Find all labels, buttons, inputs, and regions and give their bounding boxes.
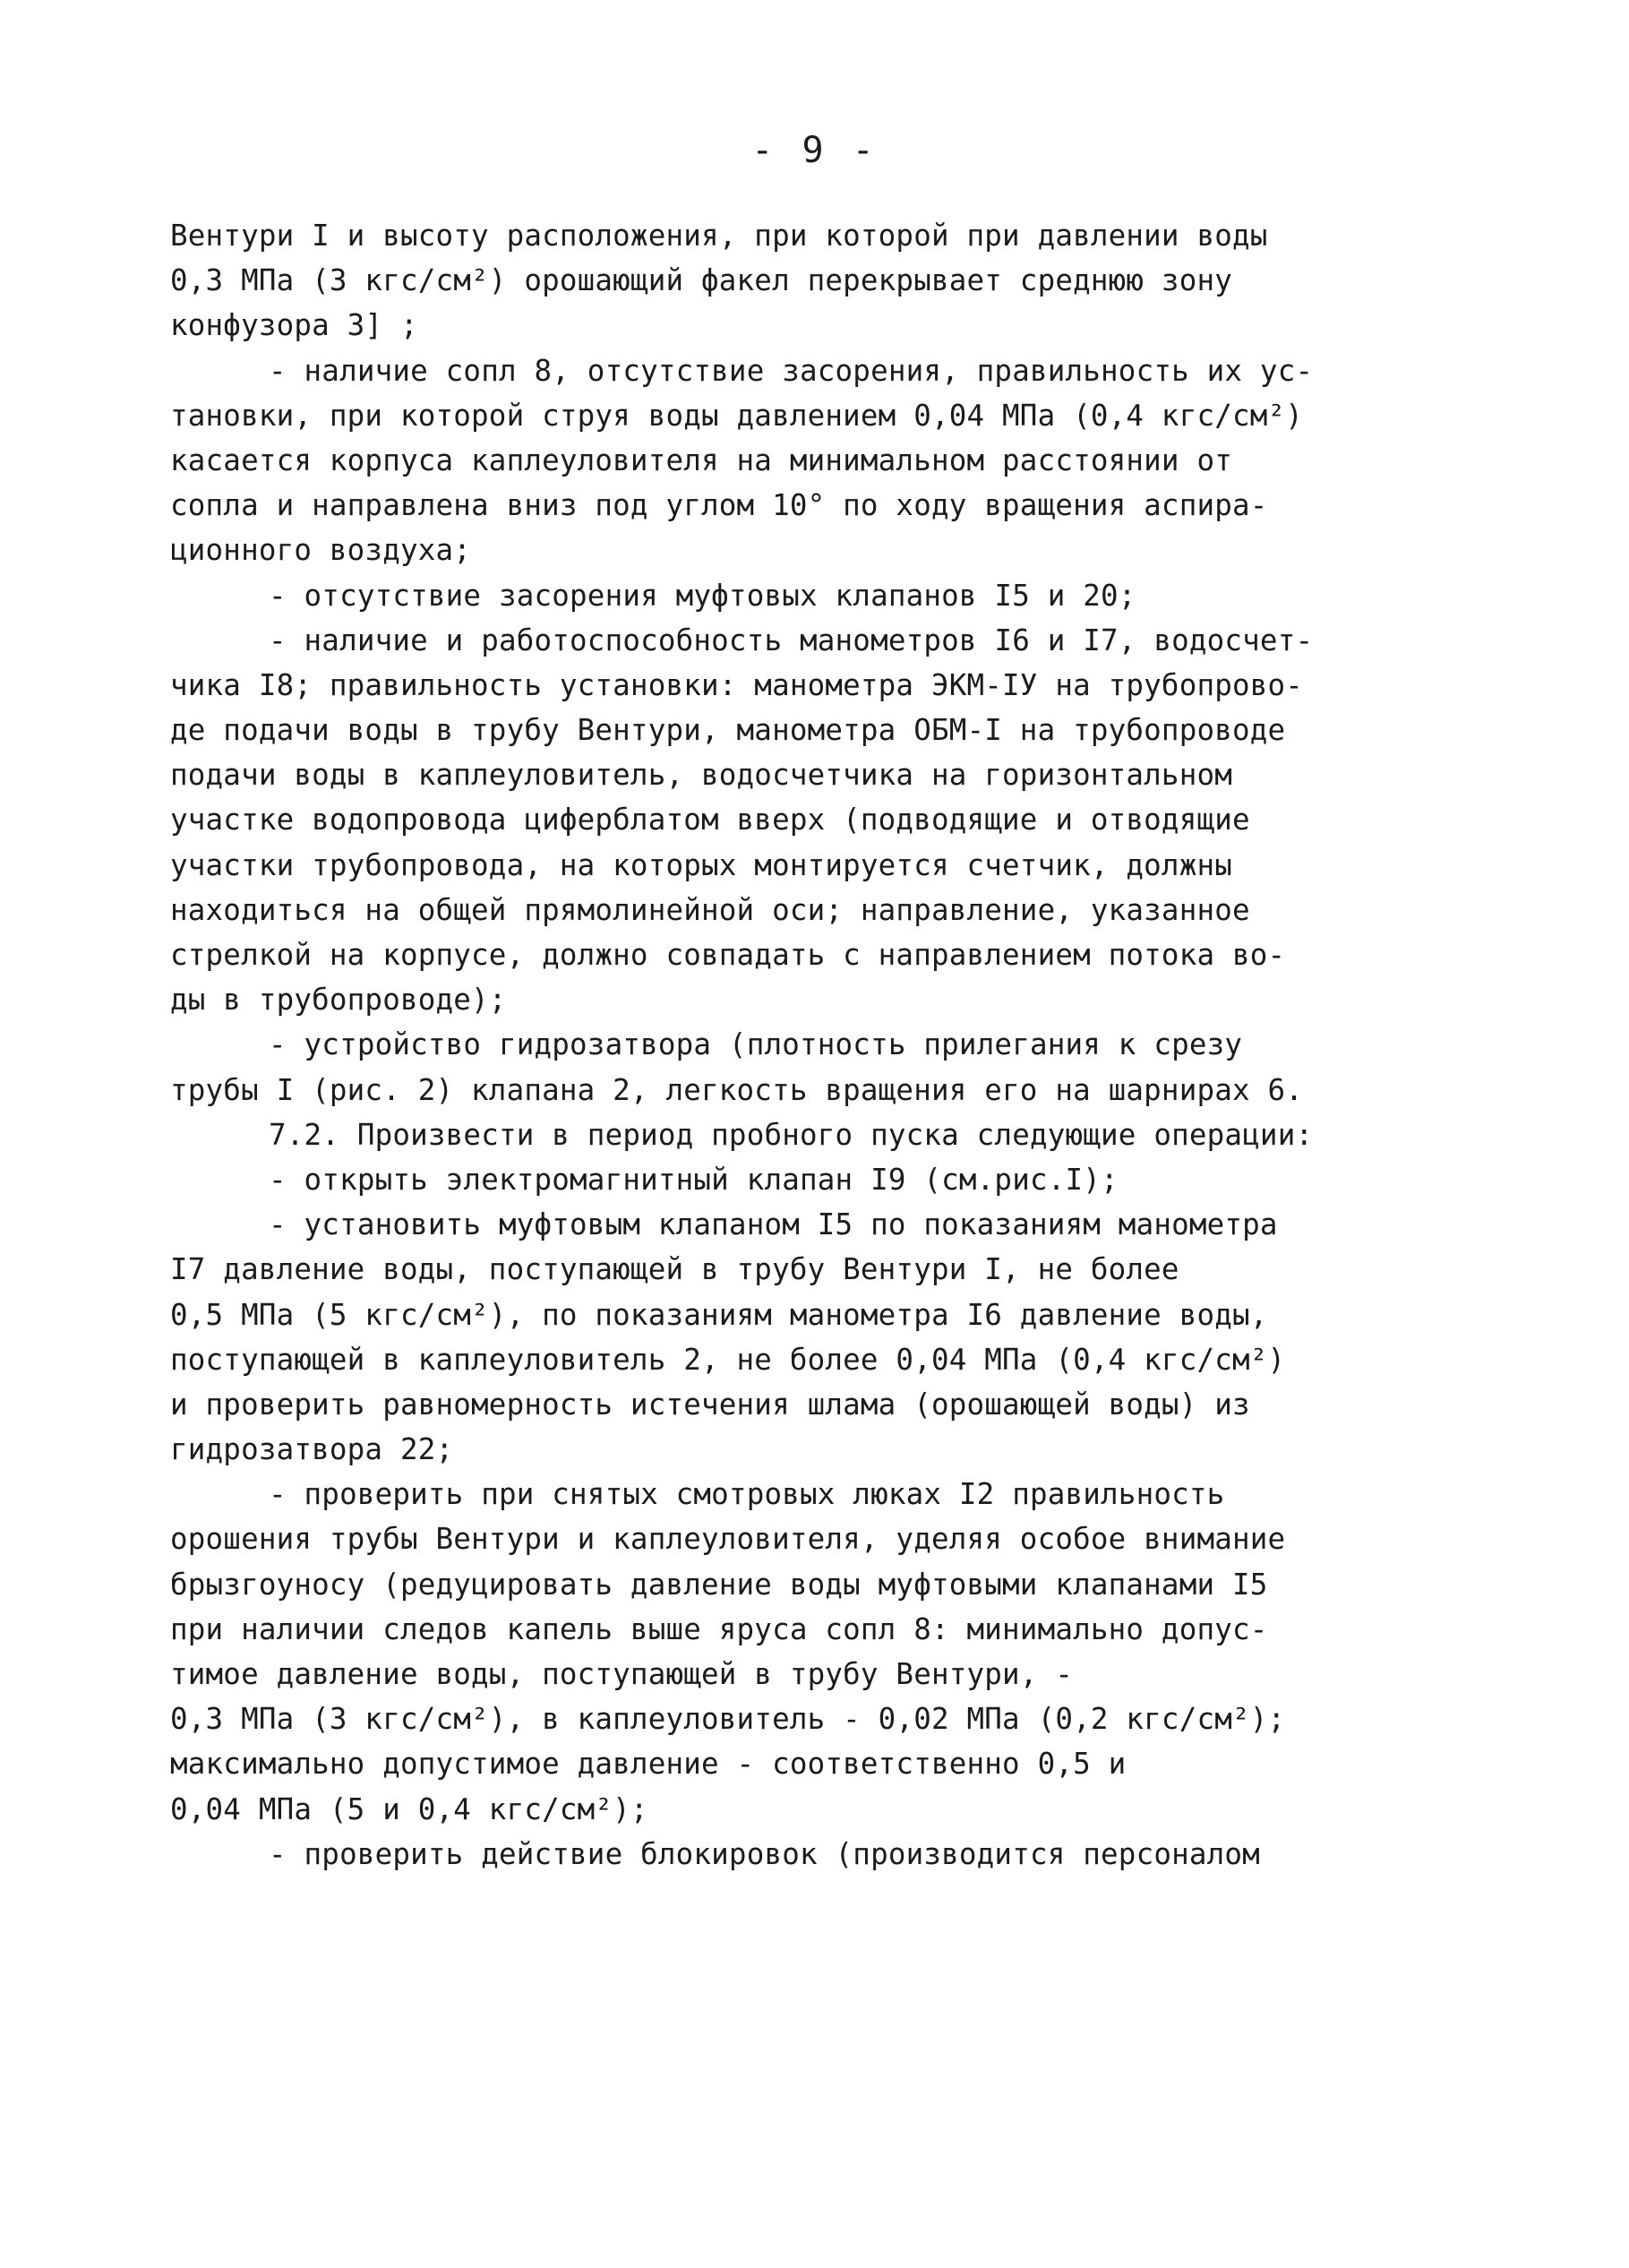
text-line: тановки, при которой струя воды давлением 0,04 МПа (0,4 кгс/см²): [170, 398, 1304, 433]
text-line: - открыть электромагнитный клапан I9 (см.рис.I);: [269, 1162, 1119, 1197]
text-line: при наличии следов капель выше яруса сопл 8: минимально допус-: [170, 1611, 1268, 1646]
text-line: тимое давление воды, поступающей в трубу Вентури, -: [170, 1657, 1074, 1691]
text-line: поступающей в каплеуловитель 2, не более 0,04 МПа (0,4 кгс/см²): [170, 1342, 1286, 1377]
text-line: 0,5 МПа (5 кгс/см²), по показаниям манометра I6 давление воды,: [170, 1297, 1268, 1332]
text-line: - отсутствие засорения муфтовых клапанов I5 и 20;: [269, 578, 1136, 613]
text-line: ционного воздуха;: [170, 533, 472, 568]
text-line: максимально допустимое давление - соответственно 0,5 и: [170, 1747, 1127, 1782]
text-line: участки трубопровода, на которых монтируется счетчик, должны: [170, 847, 1232, 882]
page-number: - 9 -: [751, 130, 878, 171]
text-line: участке водопровода циферблатом вверх (подводящие и отводящие: [170, 803, 1250, 838]
text-line: - установить муфтовым клапаном I5 по показаниям манометра: [269, 1207, 1278, 1242]
text-line: 0,04 МПа (5 и 0,4 кгс/см²);: [170, 1791, 648, 1826]
text-line: I7 давление воды, поступающей в трубу Вентури I, не более: [170, 1252, 1179, 1287]
text-line: подачи воды в каплеуловитель, водосчетчика на горизонтальном: [170, 758, 1232, 793]
text-line: - наличие и работоспособность манометров I6 и I7, водосчет-: [269, 623, 1314, 657]
text-line: - проверить действие блокировок (производится персоналом: [269, 1836, 1260, 1871]
text-line: касается корпуса каплеуловителя на минимальном расстоянии от: [170, 442, 1232, 477]
text-line: стрелкой на корпусе, должно совпадать с направлением потока во-: [170, 938, 1286, 972]
text-line: гидрозатвора 22;: [170, 1432, 454, 1467]
text-line: ды в трубопроводе);: [170, 983, 507, 1018]
text-line: Вентури I и высоту расположения, при которой при давлении воды: [170, 219, 1268, 253]
text-line: - наличие сопл 8, отсутствие засорения, правильность их ус-: [269, 353, 1314, 388]
text-line: 0,3 МПа (3 кгс/см²) орошающий факел перекрывает среднюю зону: [170, 263, 1232, 298]
text-line: орошения трубы Вентури и каплеуловителя, уделяя особое внимание: [170, 1522, 1286, 1557]
text-line: и проверить равномерность истечения шлама (орошающей воды) из: [170, 1387, 1250, 1422]
text-line: 0,3 МПа (3 кгс/см²), в каплеуловитель - 0,02 МПа (0,2 кгс/см²);: [170, 1702, 1286, 1737]
text-line: конфузора 3] ;: [170, 308, 418, 343]
text-line: находиться на общей прямолинейной оси; направление, указанное: [170, 892, 1250, 927]
text-line: - устройство гидрозатвора (плотность прилегания к срезу: [269, 1027, 1243, 1062]
text-line: 7.2. Произвести в период пробного пуска следующие операции:: [269, 1117, 1314, 1152]
text-line: брызгоуносу (редуцировать давление воды муфтовыми клапанами I5: [170, 1567, 1268, 1602]
body-text: [170, 213, 1370, 1877]
text-line: сопла и направлена вниз под углом 10° по ходу вращения аспира-: [170, 488, 1268, 523]
text-line: трубы I (рис. 2) клапана 2, легкость вращения его на шарнирах 6.: [170, 1072, 1304, 1107]
text-line: - проверить при снятых смотровых люках I2 правильность: [269, 1477, 1225, 1512]
text-line: чика I8; правильность установки: манометра ЭКМ-IУ на трубопрово-: [170, 667, 1304, 702]
text-line: де подачи воды в трубу Вентури, манометра ОБМ-I на трубопроводе: [170, 713, 1286, 748]
